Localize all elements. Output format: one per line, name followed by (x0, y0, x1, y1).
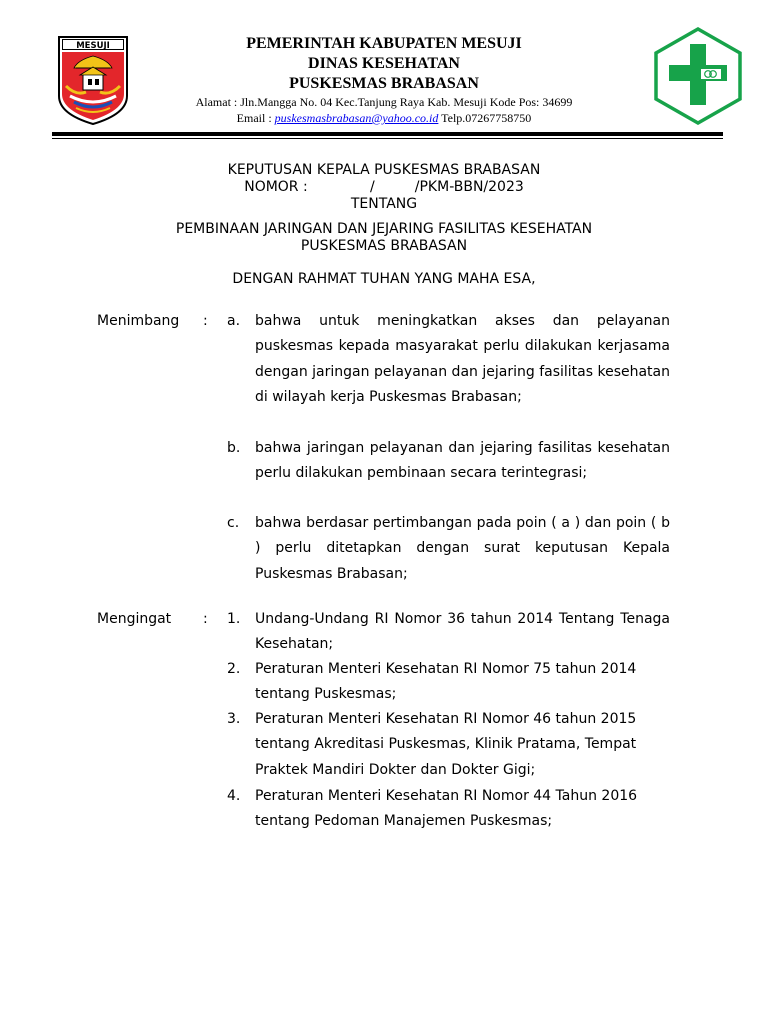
mengingat-item-1: Undang-Undang RI Nomor 36 tahun 2014 Tentang Tenaga Kesehatan; (255, 611, 670, 653)
letterhead-contact (140, 111, 628, 126)
menimbang-colon: : (203, 313, 208, 329)
decree-subject-line2: PUSKESMAS BRABASAN (300, 238, 468, 254)
puskesmas-logo (654, 27, 742, 125)
letterhead-institution: PUSKESMAS BRABASAN (289, 75, 479, 92)
menimbang-label: Menimbang (97, 313, 180, 329)
letterhead-divider-thick (52, 132, 723, 136)
menimbang-marker-b: b. (227, 440, 241, 456)
mengingat-marker-3: 3. (227, 711, 241, 727)
phone-text: Telp.07267758750 (438, 111, 532, 125)
mengingat-marker-2: 2. (227, 661, 241, 677)
menimbang-marker-a: a. (227, 313, 241, 329)
email-label: Email : (236, 111, 275, 125)
mengingat-colon: : (203, 611, 208, 627)
menimbang-item-c: bahwa berdasar pertimbangan pada poin ( a ) dan poin ( b ) perlu ditetapkan dengan surat keputusan Kepala Puskesmas Brabasan; (255, 515, 670, 582)
mesuji-regency-emblem (56, 34, 130, 126)
decree-title: KEPUTUSAN KEPALA PUSKESMAS BRABASAN (227, 162, 541, 178)
decree-about-label: TENTANG (350, 196, 418, 212)
decree-number: NOMOR : / /PKM-BBN/2023 (244, 179, 524, 195)
mengingat-item-2: Peraturan Menteri Kesehatan RI Nomor 75 tahun 2014 tentang Puskesmas; (255, 661, 637, 703)
email-link[interactable]: puskesmasbrabasan@yahoo.co.id (274, 111, 439, 125)
mengingat-marker-4: 4. (227, 788, 241, 804)
letterhead-department: DINAS KESEHATAN (308, 55, 460, 72)
mengingat-marker-1: 1. (227, 611, 241, 627)
letterhead-government: PEMERINTAH KABUPATEN MESUJI (246, 35, 522, 52)
menimbang-marker-c: c. (227, 515, 240, 531)
menimbang-item-a: bahwa untuk meningkatkan akses dan pelayanan puskesmas kepada masyarakat perlu dilakukan kerjasama dengan jaringan pelayanan dan jejaring fasilitas kesehatan di wilayah kerja Puskesmas Brabasan; (255, 313, 670, 405)
decree-invocation: DENGAN RAHMAT TUHAN YANG MAHA ESA, (232, 271, 536, 287)
decree-subject-line1: PEMBINAAN JARINGAN DAN JEJARING FASILITAS KESEHATAN (175, 221, 593, 237)
mengingat-label: Mengingat (97, 611, 172, 627)
mengingat-item-4: Peraturan Menteri Kesehatan RI Nomor 44 Tahun 2016 tentang Pedoman Manajemen Puskesmas; (255, 788, 638, 830)
menimbang-item-b: bahwa jaringan pelayanan dan jejaring fasilitas kesehatan perlu dilakukan pembinaan secara terintegrasi; (255, 440, 670, 482)
emblem-mesuji-text: MESUJI (76, 41, 110, 51)
letterhead (140, 34, 628, 126)
mengingat-item-3: Peraturan Menteri Kesehatan RI Nomor 46 tahun 2015 tentang Akreditasi Puskesmas, Klinik Pratama, Tempat Praktek Mandiri Dokter dan Dokter Gigi; (255, 711, 637, 778)
letterhead-divider-thin (52, 138, 723, 139)
letterhead-address: Alamat : Jln.Mangga No. 04 Kec.Tanjung Raya Kab. Mesuji Kode Pos: 34699 (195, 95, 573, 109)
